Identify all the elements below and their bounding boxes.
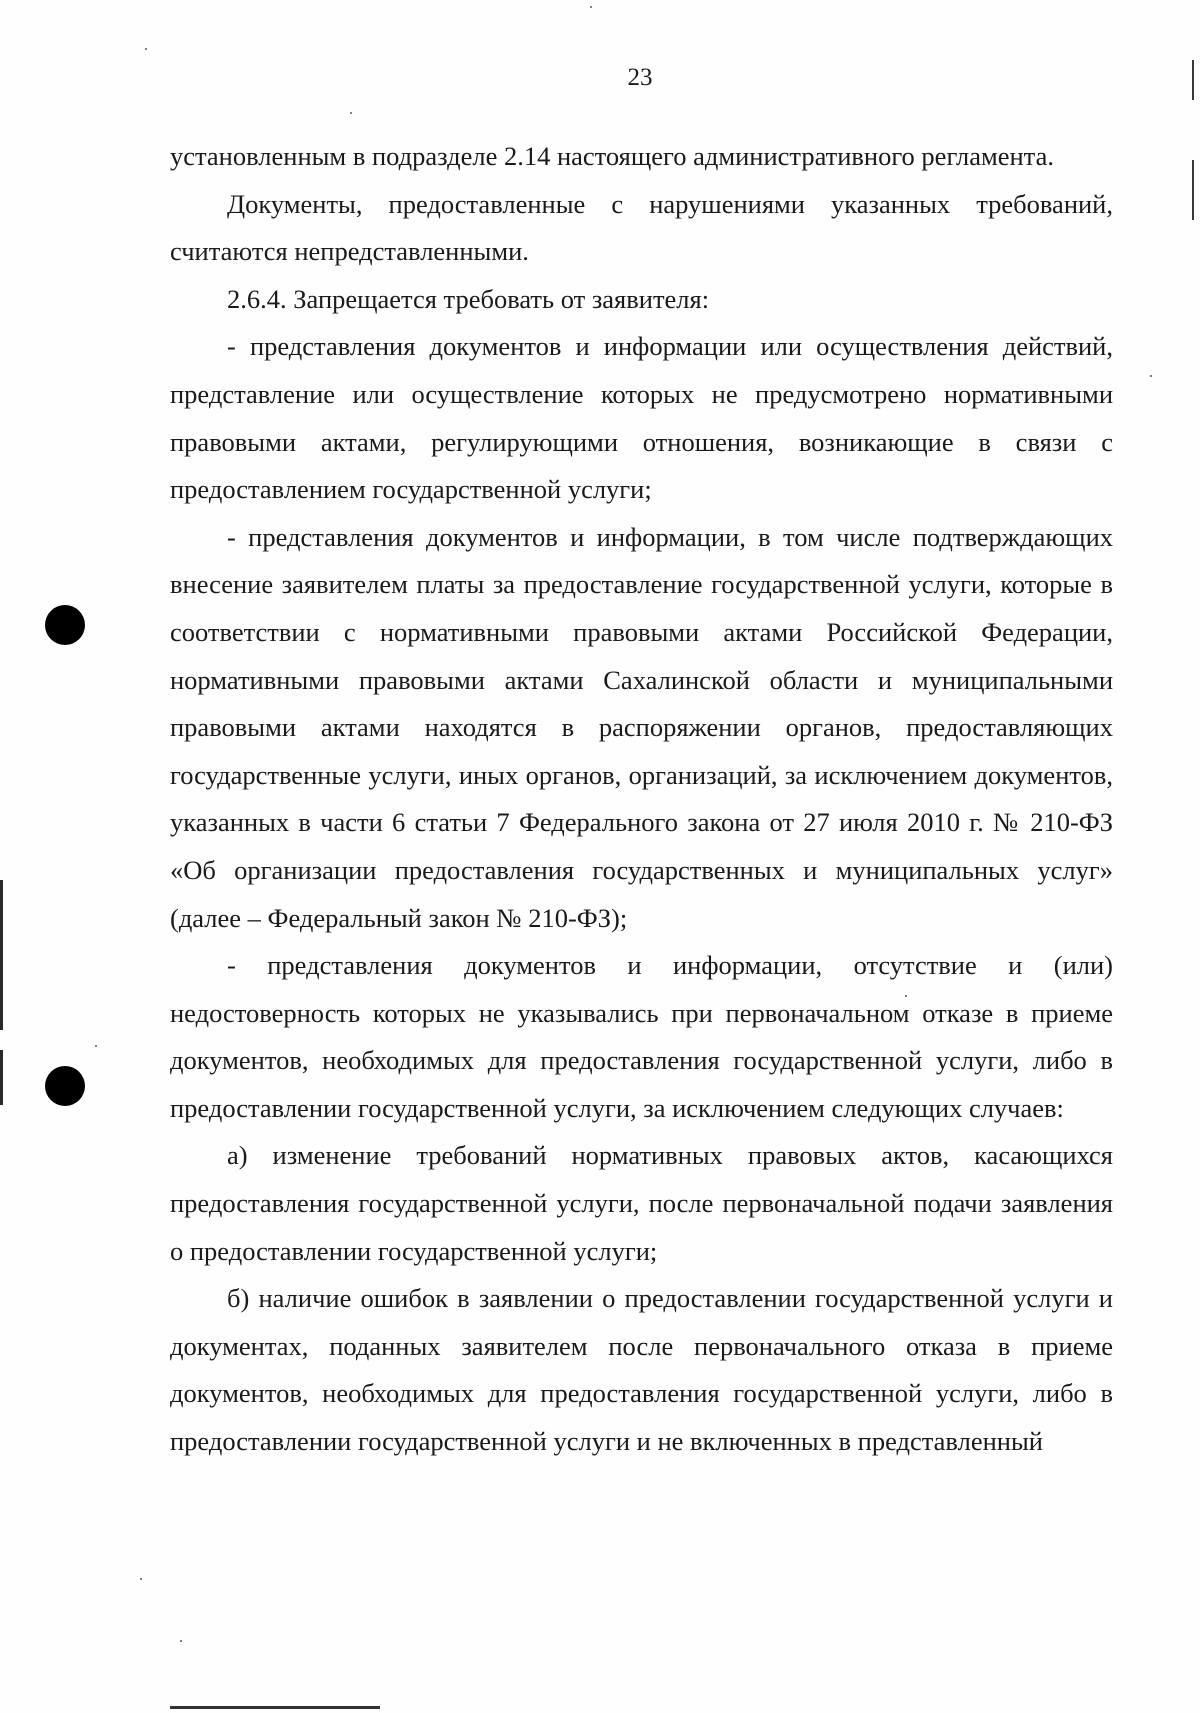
scan-edge-mark xyxy=(1192,160,1194,220)
page-number: 23 xyxy=(627,64,653,91)
scan-edge-mark xyxy=(0,1050,3,1105)
paragraph-4: - представления документов и информации или осуществления действий, представление или осуществление которых не предусмотрено нормативными правовыми актами, регулирующими отношения, возникающие в связи с предоставлением государственной услуги; xyxy=(170,331,1113,505)
scan-bottom-line xyxy=(170,1706,380,1709)
punch-hole-bottom xyxy=(45,1066,85,1106)
paragraph-1: установленным в подразделе 2.14 настоящего административного регламента. xyxy=(170,141,1054,171)
scan-speck xyxy=(350,112,352,114)
scan-speck xyxy=(1150,375,1152,377)
scan-speck xyxy=(145,48,147,50)
paragraph-2: Документы, предоставленные с нарушениями указанных требований, считаются непредставленными. xyxy=(170,188,1113,267)
document-body xyxy=(170,133,1113,1466)
scan-edge-mark xyxy=(1192,60,1194,100)
scan-speck xyxy=(140,1578,142,1580)
paragraph-8: б) наличие ошибок в заявлении о предоставлении государственной услуги и документах, поданных заявителем после первоначального отказа в приеме документов, необходимых для предоставления государственной услуги, либо в предоставлении государственной услуги и не включенных в представленный xyxy=(170,1283,1113,1457)
scan-speck xyxy=(180,1640,182,1642)
scan-speck xyxy=(905,995,907,997)
paragraph-7: а) изменение требований нормативных правовых актов, касающихся предоставления государственной услуги, после первоначальной подачи заявления о предоставлении государственной услуги; xyxy=(170,1140,1113,1266)
punch-hole-top xyxy=(45,605,85,645)
paragraph-6: - представления документов и информации, отсутствие и (или) недостоверность которых не указывались при первоначальном отказе в приеме документов, необходимых для предоставления государственной услуги, либо в предоставлении государственной услуги, за исключением следующих случаев: xyxy=(170,950,1113,1123)
scan-speck xyxy=(95,1045,97,1047)
scan-speck xyxy=(590,6,592,8)
paragraph-3: 2.6.4. Запрещается требовать от заявителя: xyxy=(227,283,710,314)
paragraph-5: - представления документов и информации, в том числе подтверждающих внесение заявителем платы за предоставление государственной услуги, которые в соответствии с нормативными правовыми актами Российской Федерации, нормативными правовыми актами Сахалинской области и муниципальными правовыми актами находятся в распоряжении органов, предоставляющих государственные услуги, иных органов, организаций, за исключением документов, указанных в части 6 статьи 7 Федерального закона от 27 июля 2010 г. № 210-ФЗ «Об организации предоставления государственных и муниципальных услуг» (далее – Федеральный закон № 210-ФЗ); xyxy=(170,521,1113,933)
scan-edge-mark xyxy=(0,880,3,1030)
